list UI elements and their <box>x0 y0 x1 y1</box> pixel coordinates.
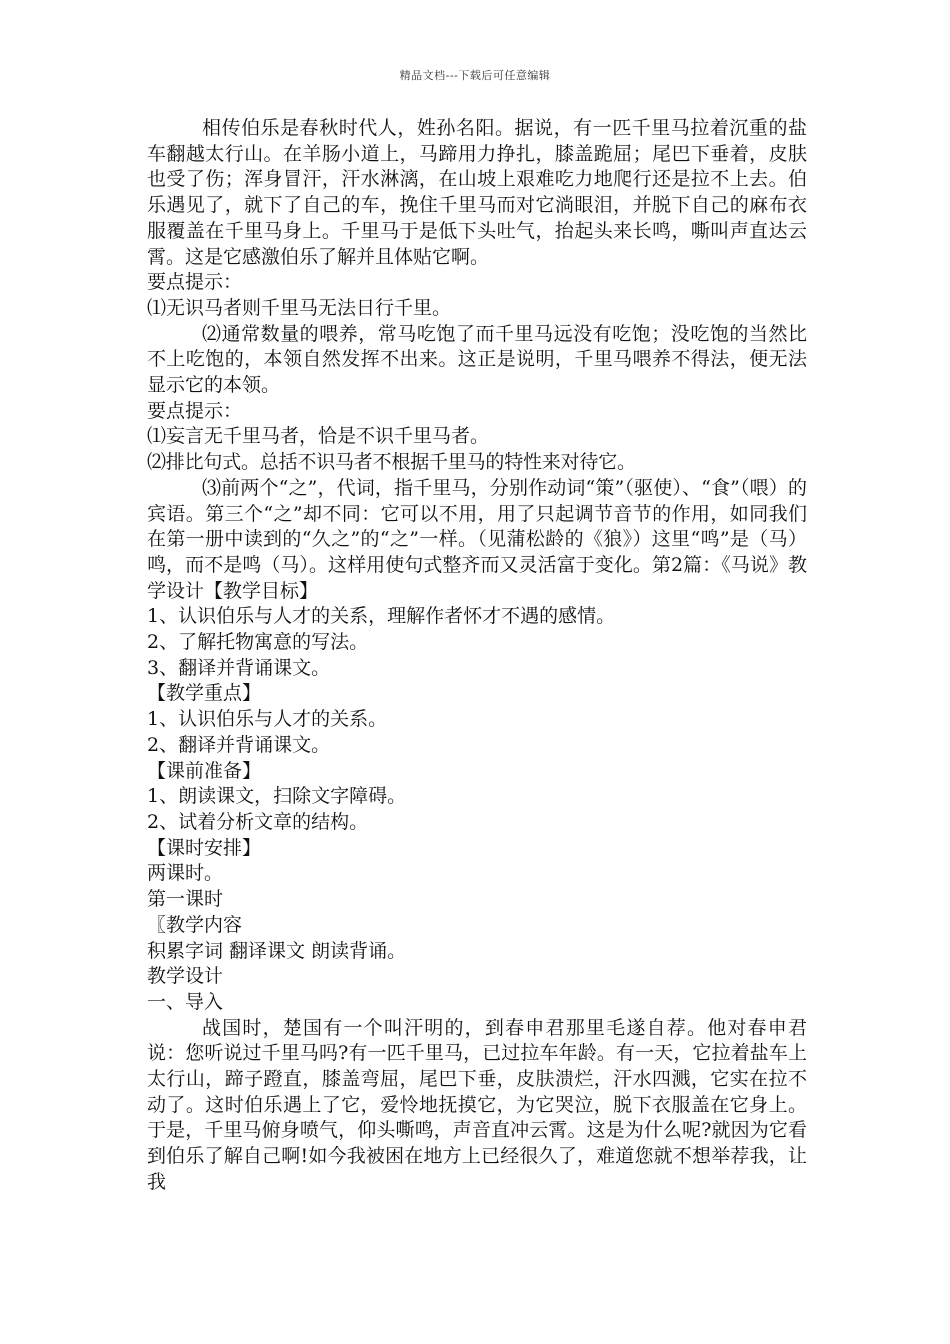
teaching-goal-3: 3、翻译并背诵课文。 <box>147 656 331 679</box>
preparation-2: 2、试着分析文章的结构。 <box>147 810 369 833</box>
teaching-content-text: 积累字词 翻译课文 朗读背诵。 <box>147 939 407 962</box>
key-focus-2: 2、翻译并背诵课文。 <box>147 733 331 756</box>
schedule-text: 两课时。 <box>147 862 224 885</box>
introduction-heading: 一、导入 <box>147 990 224 1013</box>
page-header: 精品文档---下载后可任意编辑 <box>399 69 551 82</box>
key-focus-1: 1、认识伯乐与人才的关系。 <box>147 708 388 731</box>
key-point-1-2: ⑵通常数量的喂养，常马吃饱了而千里马远没有吃饱；没吃饱的当然比不上吃饱的，本领自然发挥不出来。这正是说明，千里马喂养不得法，便无法显示它的本领。 <box>147 322 807 397</box>
teaching-content-heading: 〖教学内容 <box>147 913 243 936</box>
key-point-1-1: ⑴无识马者则千里马无法日行千里。 <box>147 296 452 319</box>
section-heading-schedule: 【课时安排】 <box>147 836 262 859</box>
key-point-2-1: ⑴妄言无千里马者，恰是不识千里马者。 <box>147 425 490 448</box>
section-heading-preparation: 【课前准备】 <box>147 759 262 782</box>
lesson-one-title: 第一课时 <box>147 888 224 911</box>
key-points-heading-2: 要点提示： <box>147 399 243 422</box>
paragraph-hanming-story: 战国时，楚国有一个叫汗明的，到春申君那里毛遂自荐。他对春申君说：您听说过千里马吗?有一匹千里马，已过拉车年龄。有一天，它拉着盐车上太行山，蹄子蹬直，膝盖弯屈，尾巴下垂，皮肤溃烂，汗水四溅，它实在拉不动了。这时伯乐遇上了它，爱怜地抚摸它，为它哭泣，脱下衣服盖在它身上。于是，千里马俯身喷气，仰头嘶鸣，声音直冲云霄。这是为什么呢?就因为它看到伯乐了解自己啊!如今我被困在地方上已经很久了，难道您就不想举荐我，让我 <box>147 1016 807 1193</box>
key-point-2-2: ⑵排比句式。总括不识马者不根据千里马的特性来对待它。 <box>147 451 636 474</box>
teaching-design-heading: 教学设计 <box>147 965 224 988</box>
teaching-goal-2: 2、了解托物寓意的写法。 <box>147 631 369 654</box>
section-heading-key-focus: 【教学重点】 <box>147 682 262 705</box>
teaching-goal-1: 1、认识伯乐与人才的关系，理解作者怀才不遇的感情。 <box>147 605 616 628</box>
key-point-2-3: ⑶前两个“之”，代词，指千里马，分别作动词“策”（驱使）、“食”（喂）的宾语。第三个“之”却不同：它可以不用，用了只起调节音节的作用，如同我们在第一册中读到的“久之”的“之”一样。（见蒲松龄的《狼》）这里“鸣”是（马）鸣，而不是鸣（马）。这样用使句式整齐而又灵活富于变化。第2篇：《马说》教学设计【教学目标】 <box>147 476 807 602</box>
preparation-1: 1、朗读课文，扫除文字障碍。 <box>147 785 407 808</box>
key-points-heading-1: 要点提示： <box>147 271 243 294</box>
document-body <box>147 116 807 1196</box>
paragraph-bole-story: 相传伯乐是春秋时代人，姓孙名阳。据说，有一匹千里马拉着沉重的盐车翻越太行山。在羊肠小道上，马蹄用力挣扎，膝盖跪屈；尾巴下垂着，皮肤也受了伤；浑身冒汗，汗水淋漓，在山坡上艰难吃力地爬行还是拉不上去。伯乐遇见了，就下了自己的车，挽住千里马而对它淌眼泪，并脱下自己的麻布衣服覆盖在千里马身上。千里马于是低下头吐气，抬起头来长鸣，嘶叫声直达云霄。这是它感激伯乐了解并且体贴它啊。 <box>147 117 807 268</box>
